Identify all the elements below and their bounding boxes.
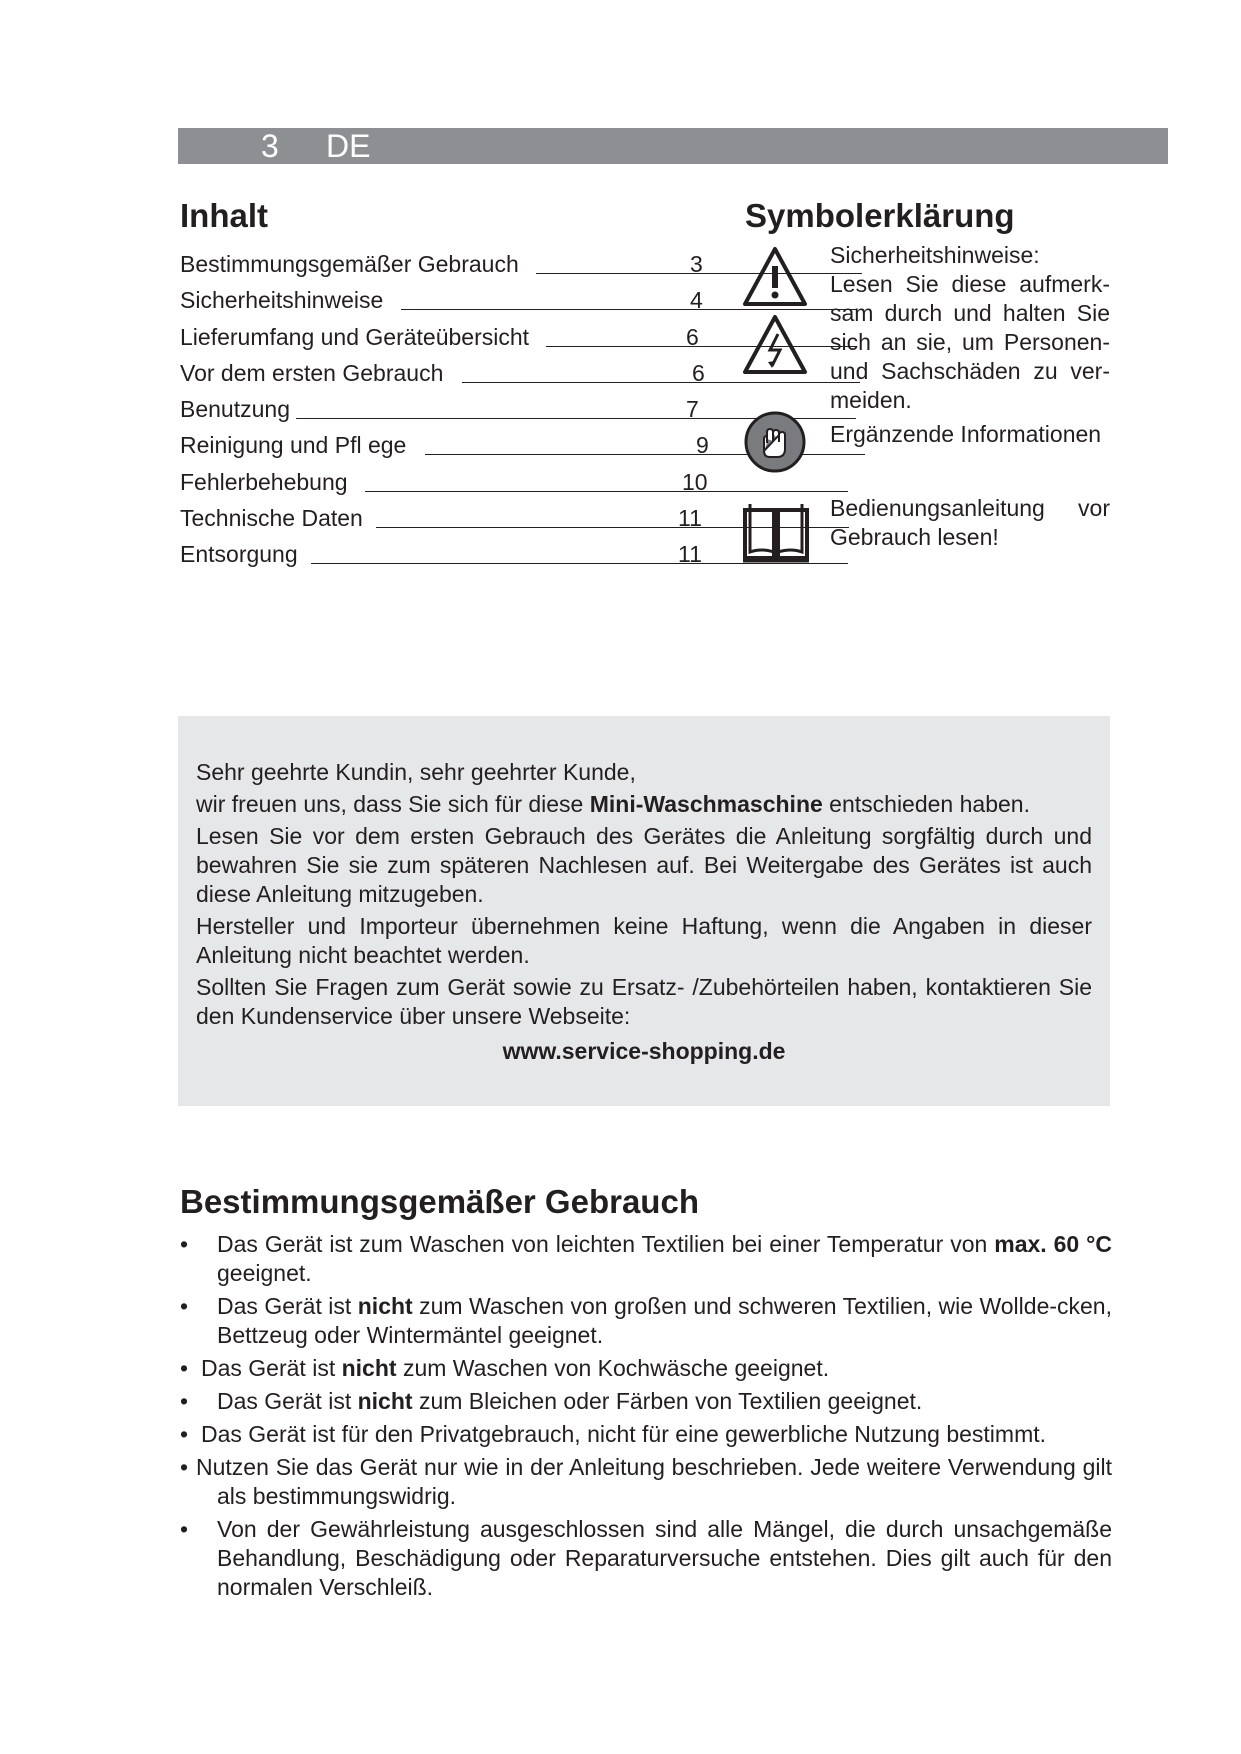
toc-entry-label: Benutzung [180, 396, 290, 423]
symbols-title: Symbolerklärung [745, 197, 1015, 234]
language-code: DE [326, 128, 371, 164]
toc-leader-line [365, 491, 848, 492]
safety-note-line: sam durch und halten Sie [830, 300, 1110, 326]
list-item [180, 1420, 1112, 1449]
toc-entry-page: 3 [690, 251, 703, 277]
toc-entry-label: Vor dem ersten Gebrauch [180, 359, 444, 386]
page-number: 3 [261, 128, 279, 164]
toc-entry-page: 11 [678, 505, 702, 532]
toc-entry-page: 6 [692, 359, 705, 386]
toc-entry-page: 10 [682, 468, 708, 495]
toc-entry[interactable] [180, 429, 712, 465]
toc-entry-label: Entsorgung [180, 541, 298, 568]
list-item-text: Das Gerät ist für den Privatgebrauch, nicht für eine gewerbliche Nutzung bestimmt. [201, 1421, 1047, 1447]
list-item [180, 1453, 1112, 1511]
toc-entry-page: 9 [696, 432, 709, 459]
list-item-text: Das Gerät ist nicht zum Waschen von großen und schweren Textilien, wie Wollde-cken, Bettzeug oder Wintermäntel geeignet. [217, 1293, 1112, 1348]
toc-entry-page: 6 [686, 323, 699, 350]
safety-note-line: Sicherheitshinweise: [830, 242, 1040, 268]
list-item-text: Das Gerät ist nicht zum Bleichen oder Färben von Textilien geeignet. [217, 1388, 923, 1414]
toc-entry[interactable] [180, 284, 712, 320]
safety-note-line: sich an sie, um Personen- [830, 329, 1110, 355]
toc-entry[interactable] [180, 248, 712, 284]
intro-paragraph: wir freuen uns, dass Sie sich für diese Mini-Waschmaschine entschieden haben. [196, 791, 1030, 817]
toc-leader-line [462, 382, 860, 383]
contact-paragraph: Sollten Sie Fragen zum Gerät sowie zu Ersatz- /Zubehörteilen haben, kontaktieren Sie den Kundenservice über unsere Webseite: [196, 974, 1092, 1029]
safety-note-line: meiden. [830, 387, 912, 413]
toc-entry[interactable] [180, 393, 712, 429]
list-item [180, 1292, 1112, 1350]
toc-title: Inhalt [180, 197, 268, 234]
table-of-contents [180, 248, 712, 575]
toc-entry[interactable] [180, 321, 712, 357]
list-item [180, 1354, 1112, 1383]
toc-leader-line [401, 309, 857, 310]
toc-entry-label: Technische Daten [180, 505, 363, 532]
safety-note-text [830, 241, 1110, 415]
manual-note-line: Bedienungsanleitung vor [830, 495, 1110, 521]
toc-entry-label: Bestimmungsgemäßer Gebrauch [180, 251, 519, 277]
customer-info-text [196, 758, 1092, 1069]
bullet-marker: • [180, 1388, 189, 1414]
list-item-text: Von der Gewährleistung ausgeschlossen sind alle Mängel, die durch unsachgemäße Behandlung, Beschädigung oder Reparaturversuche entstehen. Dies gilt auch für den normalen Verschleiß. [217, 1516, 1112, 1600]
usage-bullet-list [180, 1230, 1112, 1606]
bullet-marker: • [180, 1516, 189, 1542]
toc-entry-page: 4 [690, 287, 703, 314]
page-header-bar [178, 128, 1168, 164]
toc-entry[interactable] [180, 357, 712, 393]
list-item-text: Nutzen Sie das Gerät nur wie in der Anleitung beschrieben. Jede weitere Verwendung gilt als bestimmungswidrig. [196, 1454, 1112, 1509]
toc-entry[interactable] [180, 466, 712, 502]
warning-triangle-icon [742, 246, 808, 308]
read-instructions-paragraph: Lesen Sie vor dem ersten Gebrauch des Gerätes die Anleitung sorgfältig durch und bewahren Sie sie zum späteren Nachlesen auf. Bei Weitergabe des Gerätes ist auch diese Anleitung mitzugeben. [196, 823, 1092, 907]
product-name: Mini-Waschmaschine [589, 791, 823, 817]
list-item [180, 1515, 1112, 1602]
manual-note-line: Gebrauch lesen! [830, 524, 999, 550]
greeting: Sehr geehrte Kundin, sehr geehrter Kunde, [196, 759, 636, 785]
toc-entry-label: Sicherheitshinweise [180, 287, 384, 314]
toc-entry-label: Fehlerbehebung [180, 468, 348, 495]
list-item [180, 1387, 1112, 1416]
list-item [180, 1230, 1112, 1288]
bullet-marker: • [180, 1293, 189, 1319]
customer-info-box [178, 716, 1110, 1106]
toc-leader-line [546, 346, 857, 347]
bullet-marker: • [180, 1355, 189, 1381]
usage-title: Bestimmungsgemäßer Gebrauch [180, 1183, 699, 1220]
open-book-icon [741, 500, 811, 564]
list-item-text: Das Gerät ist zum Waschen von leichten Textilien bei einer Temperatur von max. 60 °C geeignet. [217, 1231, 1112, 1286]
toc-entry-label: Lieferumfang und Geräteübersicht [180, 323, 530, 350]
toc-entry-page: 11 [678, 541, 702, 568]
toc-entry-page: 7 [686, 396, 699, 423]
liability-paragraph: Hersteller und Importeur übernehmen keine Haftung, wenn die Angaben in dieser Anleitung nicht beachtet werden. [196, 913, 1092, 968]
electric-hazard-icon [742, 314, 808, 376]
bullet-marker: • [180, 1231, 189, 1257]
bullet-marker: • [180, 1454, 189, 1480]
toc-entry-label: Reinigung und Pfl ege [180, 432, 407, 459]
info-note-text: Ergänzende Informationen [830, 421, 1102, 447]
list-item-text: Das Gerät ist nicht zum Waschen von Kochwäsche geeignet. [201, 1355, 830, 1381]
safety-note-line: Lesen Sie diese aufmerk- [830, 271, 1110, 297]
manual-note-text [830, 494, 1110, 552]
bullet-marker: • [180, 1421, 189, 1447]
hand-info-icon [742, 411, 808, 473]
safety-note-line: und Sachschäden zu ver- [830, 358, 1110, 384]
toc-entry[interactable] [180, 502, 712, 538]
website-link[interactable]: www.service-shopping.de [502, 1038, 786, 1064]
toc-entry[interactable] [180, 538, 712, 574]
